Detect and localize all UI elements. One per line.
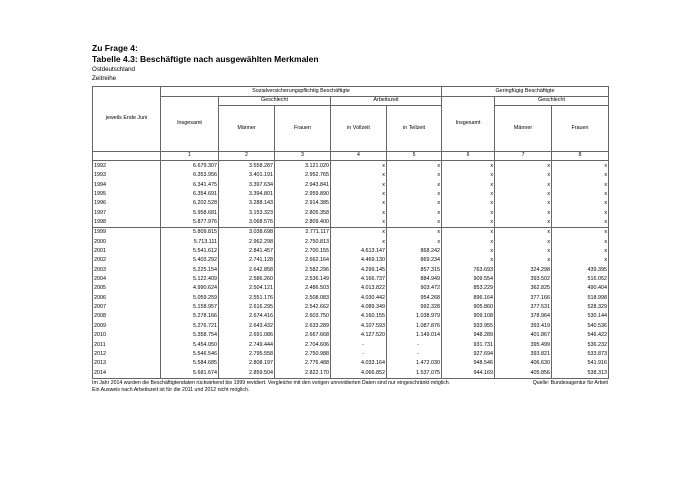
cell-value: 2.952.765 xyxy=(275,171,331,180)
cell-value: 2.841.457 xyxy=(219,247,275,256)
employment-table xyxy=(92,86,609,379)
cell-value: 406.630 xyxy=(495,359,552,368)
cell-value: 2.603.750 xyxy=(275,313,331,322)
row-year: 2010 xyxy=(93,331,161,340)
header-gb-maenner: Männer xyxy=(495,106,552,152)
cell-value: 3.153.323 xyxy=(219,209,275,218)
source-note: Quelle: Bundesagentur für Arbeit xyxy=(532,379,608,386)
row-year: 2012 xyxy=(93,350,161,359)
row-year: 2011 xyxy=(93,341,161,350)
header-gb-frauen: Frauen xyxy=(552,106,609,152)
table-row xyxy=(93,199,609,208)
header-gb-geschlecht: Geschlecht xyxy=(495,97,609,106)
cell-value: x xyxy=(552,181,609,190)
table-row xyxy=(93,350,609,359)
cell-value: 2.674.416 xyxy=(219,313,275,322)
cell-value: 2.750.813 xyxy=(275,238,331,247)
cell-value: 2.662.164 xyxy=(275,256,331,265)
row-year: 2004 xyxy=(93,275,161,284)
question-heading: Zu Frage 4: xyxy=(92,43,138,53)
cell-value: x xyxy=(387,181,442,190)
row-year: 1996 xyxy=(93,199,161,208)
cell-value: 2.643.432 xyxy=(219,322,275,331)
cell-value: 5.584.685 xyxy=(161,359,219,368)
cell-value: 948.546 xyxy=(442,359,495,368)
cell-value: 5.713.111 xyxy=(161,238,219,247)
cell-value: x xyxy=(552,171,609,180)
cell-value: x xyxy=(552,256,609,265)
cell-value: 1.087.876 xyxy=(387,322,442,331)
cell-value: 903.472 xyxy=(387,284,442,293)
cell-value: x xyxy=(442,199,495,208)
cell-value: x xyxy=(442,218,495,228)
row-year: 2002 xyxy=(93,256,161,265)
cell-value: x xyxy=(552,228,609,238)
cell-value: 2.750.988 xyxy=(275,350,331,359)
table-row xyxy=(93,161,609,172)
cell-value: x xyxy=(442,171,495,180)
cell-value: 528.329 xyxy=(552,303,609,312)
region-label: Ostdeutschland xyxy=(92,66,135,73)
table-row xyxy=(93,190,609,199)
cell-value: 931.731 xyxy=(442,341,495,350)
cell-value: 2.776.488 xyxy=(275,359,331,368)
cell-value: x xyxy=(331,190,387,199)
header-svb-frauen: Frauen xyxy=(275,106,331,152)
row-year: 1995 xyxy=(93,190,161,199)
cell-value: 4.030.442 xyxy=(331,294,387,303)
cell-value: 4.166.737 xyxy=(331,275,387,284)
cell-value: 2.508.083 xyxy=(275,294,331,303)
row-year: 2003 xyxy=(93,266,161,275)
cell-value: 853.229 xyxy=(442,284,495,293)
document-sheet xyxy=(92,43,608,395)
table-row xyxy=(93,294,609,303)
cell-value: 5.403.292 xyxy=(161,256,219,265)
cell-value: 405.856 xyxy=(495,369,552,379)
cell-value: x xyxy=(387,199,442,208)
table-row xyxy=(93,181,609,190)
cell-value: 5.877.976 xyxy=(161,218,219,228)
cell-value: x xyxy=(442,256,495,265)
cell-value: 944.169 xyxy=(442,369,495,379)
cell-value: x xyxy=(552,238,609,247)
cell-value: 2.582.296 xyxy=(275,266,331,275)
cell-value: x xyxy=(331,238,387,247)
table-row xyxy=(93,369,609,379)
cell-value: - xyxy=(331,341,387,350)
row-year: 1997 xyxy=(93,209,161,218)
cell-value: 2.504.121 xyxy=(219,284,275,293)
cell-value: 2.749.444 xyxy=(219,341,275,350)
cell-value: 439.395 xyxy=(552,266,609,275)
header-vollzeit: in Vollzeit xyxy=(331,106,387,152)
series-label: Zeitreihe xyxy=(92,75,117,82)
cell-value: x xyxy=(387,161,442,172)
cell-value: 378.964 xyxy=(495,313,552,322)
cell-value: 2.822.170 xyxy=(275,369,331,379)
cell-value: 2.962.298 xyxy=(219,238,275,247)
cell-value: 5.059.259 xyxy=(161,294,219,303)
cell-value: 5.809.815 xyxy=(161,228,219,238)
cell-value: 909.108 xyxy=(442,313,495,322)
cell-value: 2.551.176 xyxy=(219,294,275,303)
cell-value: - xyxy=(387,350,442,359)
cell-value: x xyxy=(552,218,609,228)
cell-value: x xyxy=(331,161,387,172)
header-svb-insgesamt: Insgesamt xyxy=(161,97,219,152)
cell-value: 393.419 xyxy=(495,322,552,331)
header-col-number: 7 xyxy=(495,152,552,161)
header-gb-group: Geringfügig Beschäftigte xyxy=(442,87,609,97)
cell-value: 4.299.145 xyxy=(331,266,387,275)
header-col-number: 1 xyxy=(161,152,219,161)
cell-value: x xyxy=(331,228,387,238)
header-col-number: 2 xyxy=(219,152,275,161)
row-year: 2001 xyxy=(93,247,161,256)
cell-value: x xyxy=(495,256,552,265)
header-svb-geschlecht: Geschlecht xyxy=(219,97,331,106)
cell-value: 3.038.698 xyxy=(219,228,275,238)
cell-value: 5.958.681 xyxy=(161,209,219,218)
row-year: 1994 xyxy=(93,181,161,190)
cell-value: - xyxy=(387,341,442,350)
cell-value: 3.558.287 xyxy=(219,161,275,172)
footnote-arbeitszeit: Ein Ausweis nach Arbeitszeit ist für die 2011 und 2012 nicht möglich. xyxy=(92,387,250,394)
cell-value: 763.693 xyxy=(442,266,495,275)
cell-value: x xyxy=(442,247,495,256)
cell-value: 2.536.149 xyxy=(275,275,331,284)
cell-value: 6.353.956 xyxy=(161,171,219,180)
cell-value: 857.315 xyxy=(387,266,442,275)
cell-value: 2.691.086 xyxy=(219,331,275,340)
row-year: 2009 xyxy=(93,322,161,331)
cell-value: 927.694 xyxy=(442,350,495,359)
cell-value: x xyxy=(552,190,609,199)
cell-value: 884.949 xyxy=(387,275,442,284)
table-body xyxy=(93,161,609,379)
cell-value: 3.397.634 xyxy=(219,181,275,190)
cell-value: 393.821 xyxy=(495,350,552,359)
cell-value: 3.068.576 xyxy=(219,218,275,228)
row-year: 1999 xyxy=(93,228,161,238)
cell-value: x xyxy=(442,209,495,218)
cell-value: 5.122.409 xyxy=(161,275,219,284)
table-row xyxy=(93,238,609,247)
table-row xyxy=(93,256,609,265)
table-row xyxy=(93,341,609,350)
table-row xyxy=(93,313,609,322)
cell-value: 948.289 xyxy=(442,331,495,340)
row-year: 1993 xyxy=(93,171,161,180)
header-col-number-empty xyxy=(93,152,161,161)
header-col-number: 5 xyxy=(387,152,442,161)
cell-value: x xyxy=(331,181,387,190)
header-col-number: 4 xyxy=(331,152,387,161)
cell-value: 6.354.691 xyxy=(161,190,219,199)
cell-value: 2.959.890 xyxy=(275,190,331,199)
cell-value: 5.158.957 xyxy=(161,303,219,312)
table-row xyxy=(93,275,609,284)
cell-value: - xyxy=(331,350,387,359)
row-year: 2014 xyxy=(93,369,161,379)
cell-value: x xyxy=(495,171,552,180)
header-col-number: 3 xyxy=(275,152,331,161)
row-year: 2005 xyxy=(93,284,161,293)
cell-value: 868.242 xyxy=(387,247,442,256)
cell-value: 2.700.155 xyxy=(275,247,331,256)
cell-value: 2.859.504 xyxy=(219,369,275,379)
cell-value: 6.202.528 xyxy=(161,199,219,208)
cell-value: 933.955 xyxy=(442,322,495,331)
cell-value: 2.616.295 xyxy=(219,303,275,312)
cell-value: 4.013.822 xyxy=(331,284,387,293)
cell-value: x xyxy=(552,247,609,256)
cell-value: 541.916 xyxy=(552,359,609,368)
header-arbeitszeit: Arbeitszeit xyxy=(331,97,442,106)
table-row xyxy=(93,303,609,312)
cell-value: 905.860 xyxy=(442,303,495,312)
cell-value: x xyxy=(495,209,552,218)
cell-value: x xyxy=(387,218,442,228)
row-year: 2007 xyxy=(93,303,161,312)
cell-value: x xyxy=(495,238,552,247)
cell-value: x xyxy=(495,247,552,256)
cell-value: x xyxy=(552,209,609,218)
cell-value: x xyxy=(442,190,495,199)
cell-value: 4.089.349 xyxy=(331,303,387,312)
table-row xyxy=(93,322,609,331)
cell-value: 2.808.197 xyxy=(219,359,275,368)
cell-value: 3.394.801 xyxy=(219,190,275,199)
cell-value: 2.795.558 xyxy=(219,350,275,359)
cell-value: 546.422 xyxy=(552,331,609,340)
cell-value: 377.531 xyxy=(495,303,552,312)
row-year: 2013 xyxy=(93,359,161,368)
cell-value: 4.469.130 xyxy=(331,256,387,265)
table-title: Tabelle 4.3: Beschäftigte nach ausgewählten Merkmalen xyxy=(92,54,319,64)
header-col-number: 6 xyxy=(442,152,495,161)
cell-value: x xyxy=(387,190,442,199)
table-row xyxy=(93,228,609,238)
cell-value: 4.033.164 xyxy=(331,359,387,368)
cell-value: 540.536 xyxy=(552,322,609,331)
table-row xyxy=(93,209,609,218)
header-col-number: 8 xyxy=(552,152,609,161)
cell-value: 5.681.674 xyxy=(161,369,219,379)
cell-value: 896.164 xyxy=(442,294,495,303)
row-year: 1992 xyxy=(93,161,161,172)
cell-value: 5.454.050 xyxy=(161,341,219,350)
cell-value: x xyxy=(387,238,442,247)
cell-value: 4.613.147 xyxy=(331,247,387,256)
cell-value: 4.107.593 xyxy=(331,322,387,331)
cell-value: 490.404 xyxy=(552,284,609,293)
cell-value: 1.038.979 xyxy=(387,313,442,322)
cell-value: 2.586.260 xyxy=(219,275,275,284)
cell-value: 2.805.358 xyxy=(275,209,331,218)
table-row xyxy=(93,218,609,228)
cell-value: x xyxy=(442,228,495,238)
cell-value: x xyxy=(442,238,495,247)
cell-value: 2.633.289 xyxy=(275,322,331,331)
cell-value: 538.313 xyxy=(552,369,609,379)
table-row xyxy=(93,331,609,340)
cell-value: 533.873 xyxy=(552,350,609,359)
header-row-label: jeweils Ende Juni xyxy=(93,87,161,152)
row-year: 1998 xyxy=(93,218,161,228)
cell-value: 530.144 xyxy=(552,313,609,322)
cell-value: x xyxy=(442,161,495,172)
row-year: 2006 xyxy=(93,294,161,303)
cell-value: 954.268 xyxy=(387,294,442,303)
cell-value: 5.278.166 xyxy=(161,313,219,322)
cell-value: 5.225.154 xyxy=(161,266,219,275)
cell-value: 992.328 xyxy=(387,303,442,312)
cell-value: 2.642.858 xyxy=(219,266,275,275)
cell-value: 2.943.841 xyxy=(275,181,331,190)
cell-value: x xyxy=(495,199,552,208)
cell-value: 401.867 xyxy=(495,331,552,340)
cell-value: 1.149.014 xyxy=(387,331,442,340)
table-row xyxy=(93,359,609,368)
cell-value: x xyxy=(495,228,552,238)
cell-value: 1.472.030 xyxy=(387,359,442,368)
cell-value: 6.341.475 xyxy=(161,181,219,190)
cell-value: 1.537.075 xyxy=(387,369,442,379)
header-gb-insgesamt: Insgesamt xyxy=(442,97,495,152)
cell-value: x xyxy=(331,171,387,180)
cell-value: x xyxy=(495,190,552,199)
cell-value: x xyxy=(331,218,387,228)
cell-value: 5.276.721 xyxy=(161,322,219,331)
cell-value: 324.298 xyxy=(495,266,552,275)
footnotes xyxy=(92,380,608,395)
cell-value: 2.771.117 xyxy=(275,228,331,238)
cell-value: 4.066.852 xyxy=(331,369,387,379)
cell-value: 2.542.662 xyxy=(275,303,331,312)
cell-value: 536.232 xyxy=(552,341,609,350)
cell-value: 4.160.155 xyxy=(331,313,387,322)
cell-value: 2.914.385 xyxy=(275,199,331,208)
table-row xyxy=(93,266,609,275)
footnote-revision: Im Jahr 2014 wurden die Beschäftigtendaten rückwirkend bis 1999 revidiert. Vergleiche mit den vorigen unrevidierten Daten sind nur eingeschränkt möglich. xyxy=(92,379,451,386)
row-year: 2008 xyxy=(93,313,161,322)
cell-value: x xyxy=(495,161,552,172)
cell-value: 3.401.191 xyxy=(219,171,275,180)
cell-value: 377.166 xyxy=(495,294,552,303)
cell-value: x xyxy=(495,181,552,190)
cell-value: 2.704.606 xyxy=(275,341,331,350)
cell-value: 395.499 xyxy=(495,341,552,350)
cell-value: 393.502 xyxy=(495,275,552,284)
cell-value: x xyxy=(442,181,495,190)
header-svb-group: Sozialversicherungspflichtig Beschäftigte xyxy=(161,87,442,97)
cell-value: x xyxy=(495,218,552,228)
table-row xyxy=(93,247,609,256)
cell-value: 3.121.020 xyxy=(275,161,331,172)
cell-value: x xyxy=(387,228,442,238)
cell-value: 4.127.520 xyxy=(331,331,387,340)
cell-value: 2.667.668 xyxy=(275,331,331,340)
cell-value: 4.990.624 xyxy=(161,284,219,293)
cell-value: 5.546.546 xyxy=(161,350,219,359)
cell-value: 2.486.503 xyxy=(275,284,331,293)
cell-value: 5.541.612 xyxy=(161,247,219,256)
cell-value: x xyxy=(552,199,609,208)
cell-value: x xyxy=(552,161,609,172)
table-row xyxy=(93,171,609,180)
cell-value: 2.741.128 xyxy=(219,256,275,265)
cell-value: 2.809.400 xyxy=(275,218,331,228)
cell-value: x xyxy=(387,209,442,218)
cell-value: 362.825 xyxy=(495,284,552,293)
header-teilzeit: in Teilzeit xyxy=(387,106,442,152)
table-row xyxy=(93,284,609,293)
cell-value: 6.679.307 xyxy=(161,161,219,172)
header-svb-maenner: Männer xyxy=(219,106,275,152)
row-year: 2000 xyxy=(93,238,161,247)
table-header xyxy=(93,87,609,161)
cell-value: 518.998 xyxy=(552,294,609,303)
cell-value: x xyxy=(331,199,387,208)
cell-value: x xyxy=(331,209,387,218)
cell-value: 909.554 xyxy=(442,275,495,284)
cell-value: 869.234 xyxy=(387,256,442,265)
cell-value: 516.052 xyxy=(552,275,609,284)
cell-value: 5.358.754 xyxy=(161,331,219,340)
cell-value: x xyxy=(387,171,442,180)
cell-value: 3.288.143 xyxy=(219,199,275,208)
